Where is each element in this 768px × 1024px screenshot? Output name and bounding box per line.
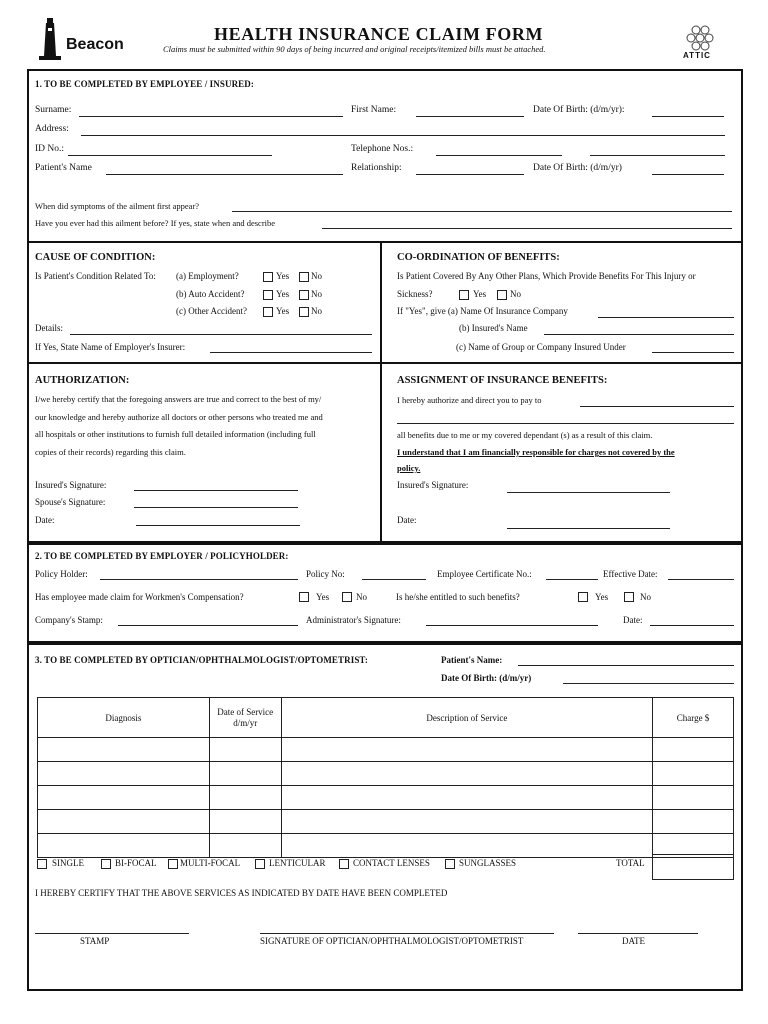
sunglasses-label: SUNGLASSES bbox=[459, 858, 517, 868]
table-cell[interactable] bbox=[209, 762, 281, 786]
telephone-field-2[interactable] bbox=[590, 155, 725, 156]
certify-text: I HEREBY CERTIFY THAT THE ABOVE SERVICES AS INDICATED BY DATE HAVE BEEN COMPLETED bbox=[35, 888, 448, 898]
table-row bbox=[38, 834, 734, 858]
spouse-signature-label: Spouse's Signature: bbox=[35, 497, 106, 507]
policy-no-label: Policy No: bbox=[306, 569, 345, 579]
assign-text-2: all benefits due to me or my covered dependant (s) as a result of this claim. bbox=[397, 430, 653, 440]
s3-dob-field[interactable] bbox=[563, 683, 734, 684]
lenticular-checkbox[interactable] bbox=[255, 859, 265, 869]
total-box[interactable] bbox=[652, 854, 734, 880]
table-cell[interactable] bbox=[281, 762, 652, 786]
first-name-field[interactable] bbox=[416, 116, 524, 117]
stamp-field[interactable] bbox=[35, 933, 189, 934]
optician-signature-field[interactable] bbox=[260, 933, 554, 934]
coord-q1: Is Patient Covered By Any Other Plans, Which Provide Benefits For This Injury or bbox=[397, 271, 696, 281]
table-cell[interactable] bbox=[209, 810, 281, 834]
services-table bbox=[37, 697, 734, 858]
table-row bbox=[38, 762, 734, 786]
admin-signature-field[interactable] bbox=[426, 625, 598, 626]
table-cell[interactable] bbox=[653, 786, 734, 810]
no-label: No bbox=[311, 271, 322, 281]
cause-heading: CAUSE OF CONDITION: bbox=[35, 252, 156, 263]
dob-field[interactable] bbox=[652, 116, 724, 117]
section-3-heading: 3. TO BE COMPLETED BY OPTICIAN/OPHTHALMOLOGIST/OPTOMETRIST: bbox=[35, 655, 368, 665]
patient-name-field[interactable] bbox=[106, 174, 343, 175]
assign-heading: ASSIGNMENT OF INSURANCE BENEFITS: bbox=[397, 375, 608, 386]
yes-label: Yes bbox=[276, 271, 290, 281]
table-row bbox=[38, 810, 734, 834]
lenticular-label: LENTICULAR bbox=[269, 858, 326, 868]
pay-to-field-2[interactable] bbox=[397, 423, 734, 424]
table-cell[interactable] bbox=[38, 762, 210, 786]
yes-label: Yes bbox=[316, 592, 330, 602]
employment-yes-checkbox[interactable] bbox=[263, 272, 273, 282]
company-stamp-label: Company's Stamp: bbox=[35, 615, 103, 625]
assign-insured-signature-field[interactable] bbox=[507, 492, 670, 493]
table-cell[interactable] bbox=[38, 810, 210, 834]
cause-auto-label: (b) Auto Accident? bbox=[176, 289, 245, 299]
policy-holder-label: Policy Holder: bbox=[35, 569, 88, 579]
auth-text-3: all hospitals or other institutions to furnish full detailed information (including full bbox=[35, 429, 316, 439]
col-date-header bbox=[209, 698, 281, 738]
had-before-label: Have you ever had this ailment before? If yes, state when and describe bbox=[35, 218, 276, 228]
multifocal-checkbox[interactable] bbox=[168, 859, 178, 869]
auth-text-2: our knowledge and hereby authorize all doctors or other persons who treated me and bbox=[35, 412, 323, 422]
insured-name-field[interactable] bbox=[544, 334, 734, 335]
yes-label: Yes bbox=[276, 289, 290, 299]
divider bbox=[27, 362, 743, 364]
contact-lenses-label: CONTACT LENSES bbox=[353, 858, 430, 868]
s3-dob-label: Date Of Birth: (d/m/yr) bbox=[441, 673, 532, 683]
admin-signature-label: Administrator's Signature: bbox=[306, 615, 401, 625]
id-no-label: ID No.: bbox=[35, 144, 65, 154]
had-before-field[interactable] bbox=[322, 228, 732, 229]
workmen-comp-label: Has employee made claim for Workmen's Compensation? bbox=[35, 592, 244, 602]
details-label: Details: bbox=[35, 323, 63, 333]
auth-text-1: I/we hereby certify that the foregoing answers are true and correct to the best of my/ bbox=[35, 394, 322, 404]
group-name-field[interactable] bbox=[652, 352, 734, 353]
entitled-label: Is he/she entitled to such benefits? bbox=[396, 592, 520, 602]
section2-date-label: Date: bbox=[623, 615, 643, 625]
no-label: No bbox=[510, 289, 521, 299]
section2-date-field[interactable] bbox=[650, 625, 734, 626]
auth-heading: AUTHORIZATION: bbox=[35, 375, 130, 386]
col-date-label: Date of Service bbox=[217, 706, 274, 717]
seal-text: ATTIC bbox=[683, 51, 711, 60]
table-cell[interactable] bbox=[38, 834, 210, 858]
employer-insurer-label: If Yes, State Name of Employer's Insurer: bbox=[35, 342, 186, 352]
cause-other-label: (c) Other Accident? bbox=[176, 306, 247, 316]
assign-insured-signature-label: Insured's Signature: bbox=[397, 480, 469, 490]
table-cell[interactable] bbox=[281, 738, 652, 762]
effective-date-label: Effective Date: bbox=[603, 569, 658, 579]
company-stamp-field[interactable] bbox=[118, 625, 298, 626]
table-cell[interactable] bbox=[38, 786, 210, 810]
coord-q2: Sickness? bbox=[397, 289, 433, 299]
policy-holder-field[interactable] bbox=[100, 579, 298, 580]
beacon-lighthouse-logo bbox=[36, 16, 66, 62]
s3-date-label: DATE bbox=[622, 936, 645, 946]
entitled-yes-checkbox[interactable] bbox=[578, 592, 588, 602]
multifocal-label: MULTI-FOCAL bbox=[180, 858, 241, 868]
table-cell[interactable] bbox=[653, 762, 734, 786]
policy-no-field[interactable] bbox=[362, 579, 426, 580]
employment-no-checkbox[interactable] bbox=[299, 272, 309, 282]
relationship-label: Relationship: bbox=[351, 163, 402, 173]
insured-signature-field[interactable] bbox=[134, 490, 298, 491]
single-label: SINGLE bbox=[52, 858, 84, 868]
effective-date-field[interactable] bbox=[668, 579, 734, 580]
table-cell[interactable] bbox=[281, 786, 652, 810]
assign-date-field[interactable] bbox=[507, 528, 670, 529]
no-label: No bbox=[311, 289, 322, 299]
entitled-no-checkbox[interactable] bbox=[624, 592, 634, 602]
spouse-signature-field[interactable] bbox=[134, 507, 298, 508]
surname-field[interactable] bbox=[79, 116, 343, 117]
section-1-heading: 1. TO BE COMPLETED BY EMPLOYEE / INSURED: bbox=[35, 79, 254, 89]
table-cell[interactable] bbox=[653, 810, 734, 834]
section-1-box bbox=[27, 69, 743, 543]
insured-name-label: (b) Insured's Name bbox=[459, 323, 528, 333]
bifocal-label: BI-FOCAL bbox=[115, 858, 157, 868]
optician-signature-label: SIGNATURE OF OPTICIAN/OPHTHALMOLOGIST/OPTOMETRIST bbox=[260, 936, 524, 946]
address-label: Address: bbox=[35, 124, 69, 134]
table-cell[interactable] bbox=[209, 834, 281, 858]
auth-date-label: Date: bbox=[35, 515, 55, 525]
insured-signature-label: Insured's Signature: bbox=[35, 480, 107, 490]
s3-date-field[interactable] bbox=[578, 933, 698, 934]
form-title: HEALTH INSURANCE CLAIM FORM bbox=[214, 24, 544, 44]
auth-text-4: copies of their records) regarding this claim. bbox=[35, 447, 186, 457]
employer-insurer-field[interactable] bbox=[210, 352, 372, 353]
dob-label: Date Of Birth: (d/m/yr): bbox=[533, 105, 625, 115]
coord-yes-checkbox[interactable] bbox=[459, 290, 469, 300]
section-2-heading: 2. TO BE COMPLETED BY EMPLOYER / POLICYHOLDER: bbox=[35, 551, 289, 561]
address-field[interactable] bbox=[81, 135, 725, 136]
divider bbox=[27, 241, 743, 243]
assign-date-label: Date: bbox=[397, 515, 417, 525]
table-cell[interactable] bbox=[281, 834, 652, 858]
patient-name-label: Patient's Name bbox=[35, 163, 92, 173]
cause-related-label: Is Patient's Condition Related To: bbox=[35, 271, 156, 281]
assign-text-3: I understand that I am financially responsible for charges not covered by the bbox=[397, 447, 675, 457]
telephone-label: Telephone Nos.: bbox=[351, 144, 414, 154]
col-charge-header: Charge $ bbox=[653, 698, 734, 738]
table-cell[interactable] bbox=[209, 738, 281, 762]
dob2-field[interactable] bbox=[652, 174, 724, 175]
assign-text-4: policy. bbox=[397, 463, 421, 473]
cert-no-label: Employee Certificate No.: bbox=[437, 569, 532, 579]
no-label: No bbox=[311, 306, 322, 316]
no-label: No bbox=[356, 592, 367, 602]
yes-label: Yes bbox=[595, 592, 609, 602]
table-row bbox=[38, 786, 734, 810]
form-subtitle: Claims must be submitted within 90 days of being incurred and original receipts/itemized bills must be attached. bbox=[163, 44, 546, 54]
no-label: No bbox=[640, 592, 651, 602]
s3-patient-name-label: Patient's Name: bbox=[441, 655, 503, 665]
table-cell[interactable] bbox=[209, 786, 281, 810]
workmen-yes-checkbox[interactable] bbox=[299, 592, 309, 602]
workmen-no-checkbox[interactable] bbox=[342, 592, 352, 602]
auto-yes-checkbox[interactable] bbox=[263, 290, 273, 300]
auth-date-field[interactable] bbox=[136, 525, 300, 526]
divider bbox=[380, 241, 382, 543]
other-no-checkbox[interactable] bbox=[299, 307, 309, 317]
yes-label: Yes bbox=[473, 289, 487, 299]
insurance-company-field[interactable] bbox=[598, 317, 734, 318]
auto-no-checkbox[interactable] bbox=[299, 290, 309, 300]
stamp-label: STAMP bbox=[80, 936, 110, 946]
s3-patient-name-field[interactable] bbox=[518, 665, 734, 666]
col-date-format: d/m/yr bbox=[233, 717, 258, 728]
table-cell[interactable] bbox=[653, 738, 734, 762]
total-label: TOTAL bbox=[616, 858, 645, 868]
bifocal-checkbox[interactable] bbox=[101, 859, 111, 869]
table-row bbox=[38, 738, 734, 762]
logo-text: Beacon bbox=[66, 36, 124, 53]
cause-employment-label: (a) Employment? bbox=[176, 271, 239, 281]
table-cell[interactable] bbox=[281, 810, 652, 834]
telephone-field-1[interactable] bbox=[436, 155, 562, 156]
contact-lenses-checkbox[interactable] bbox=[339, 859, 349, 869]
cert-no-field[interactable] bbox=[546, 579, 598, 580]
other-yes-checkbox[interactable] bbox=[263, 307, 273, 317]
assign-text-1: I hereby authorize and direct you to pay to bbox=[397, 395, 542, 405]
relationship-field[interactable] bbox=[416, 174, 524, 175]
pay-to-field-1[interactable] bbox=[580, 406, 734, 407]
dob2-label: Date Of Birth: (d/m/yr) bbox=[533, 163, 622, 173]
sunglasses-checkbox[interactable] bbox=[445, 859, 455, 869]
single-checkbox[interactable] bbox=[37, 859, 47, 869]
symptoms-field[interactable] bbox=[232, 211, 732, 212]
coord-heading: CO-ORDINATION OF BENEFITS: bbox=[397, 252, 560, 263]
group-name-label: (c) Name of Group or Company Insured Under bbox=[456, 342, 626, 352]
first-name-label: First Name: bbox=[351, 105, 397, 115]
table-cell[interactable] bbox=[38, 738, 210, 762]
insurance-company-label: If "Yes", give (a) Name Of Insurance Company bbox=[397, 306, 568, 316]
symptoms-label: When did symptoms of the ailment first appear? bbox=[35, 201, 200, 211]
yes-label: Yes bbox=[276, 306, 290, 316]
coord-no-checkbox[interactable] bbox=[497, 290, 507, 300]
details-field[interactable] bbox=[70, 334, 372, 335]
surname-label: Surname: bbox=[35, 105, 72, 115]
col-diagnosis-header: Diagnosis bbox=[38, 698, 210, 738]
col-description-header: Description of Service bbox=[281, 698, 652, 738]
id-no-field[interactable] bbox=[68, 155, 272, 156]
